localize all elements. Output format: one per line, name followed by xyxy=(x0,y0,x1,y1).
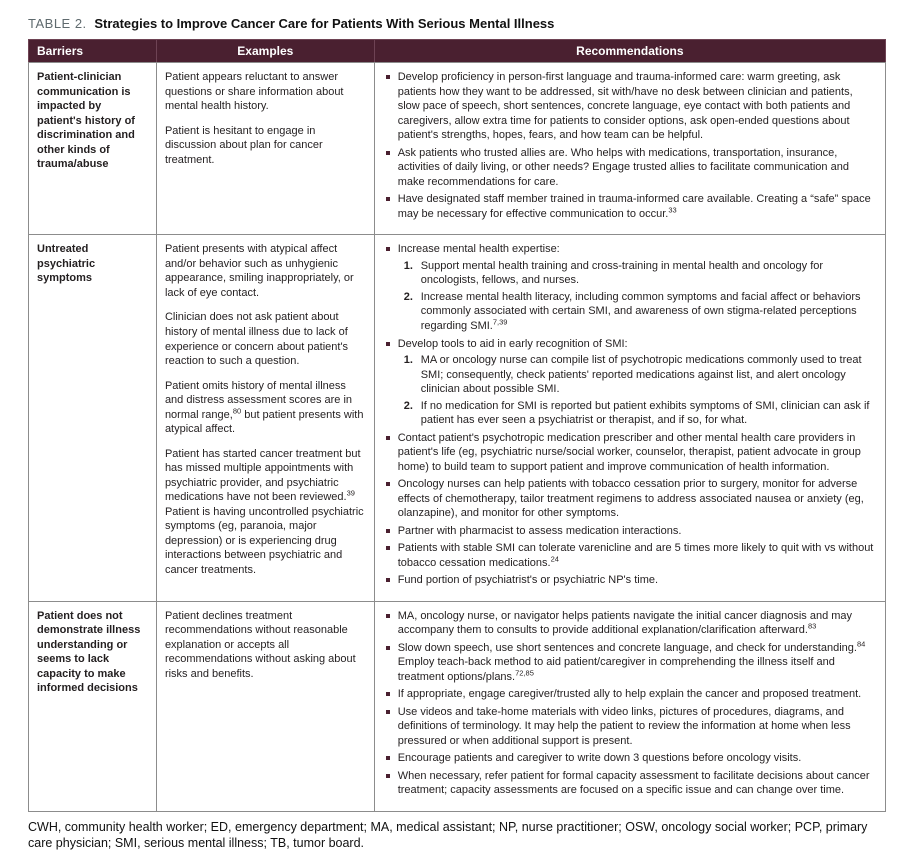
table-footnote: CWH, community health worker; ED, emergency department; MA, medical assistant; NP, nurse practitioner; OSW, oncology social worker; PCP, primary care physician; SMI, serious mental illness; TB, tumor board. xyxy=(28,819,868,851)
recommendation-item: Use videos and take-home materials with video links, pictures of procedures, diagrams, and definitions of terminology. It may help the patient to review the information at home when less pressured or when additional support is present. xyxy=(383,705,877,749)
recommendation-sublist xyxy=(398,259,877,334)
recommendation-item: Ask patients who trusted allies are. Who helps with medications, transportation, insurance, activities of daily living, or other needs? Engage trusted allies to facilitate communication and make recommendations for care. xyxy=(383,146,877,190)
reference-superscript: 80 xyxy=(232,405,242,415)
examples-cell xyxy=(156,235,374,601)
example-paragraph: Patient omits history of mental illness and distress assessment scores are in normal range,$^{80}$ but patient presents with atypical affect. xyxy=(164,379,364,436)
table-number-label: TABLE 2. xyxy=(28,16,87,31)
recommendation-list xyxy=(383,242,877,587)
recommendation-list xyxy=(383,609,877,798)
recommendation-item: Partner with pharmacist to assess medication interactions. xyxy=(383,524,877,539)
recommendation-item: Fund portion of psychiatrist's or psychiatric NP's time. xyxy=(383,573,877,588)
header-cell-recommendations: Recommendations xyxy=(374,40,885,63)
strategies-table xyxy=(28,39,886,812)
recommendation-subitem: Increase mental health literacy, including common symptoms and facial affect or behaviors commonly associated with certain SMI, and awareness of own stigma-related perceptions regarding SMI.$^{7,39}$ xyxy=(420,290,861,332)
recommendation-item: Have designated staff member trained in trauma-informed care available. Creating a “safe” space may be necessary for effective communication to occur.$^{33}$ xyxy=(383,192,877,221)
table-body xyxy=(29,63,886,812)
examples-cell xyxy=(156,63,374,235)
table-row xyxy=(29,63,886,235)
recommendation-item: Contact patient's psychotropic medication prescriber and other mental health care providers in patient's life (eg, psychiatric nurse/social worker, counselor, therapist, patient advocate in group home) to build team to support patient and improve communication of health information. xyxy=(383,431,877,475)
header-cell-barriers: Barriers xyxy=(29,40,157,63)
recommendation-sublist xyxy=(398,353,877,428)
reference-superscript: 83 xyxy=(808,621,817,631)
recommendation-item: Develop proficiency in person-first language and trauma-informed care: warm greeting, ask patients how they want to be addressed, sit with/have no desk between clinician and patients, slow pace of speech, short sentences, concrete language, eye contact with both patients and caregivers, allow extra time for patients to consider options, ask open-ended questions about patient's strengths, hopes, fears, and how team can be helpful. xyxy=(383,70,877,143)
reference-superscript: 39 xyxy=(346,488,355,498)
reference-superscript: 7,39 xyxy=(492,317,508,327)
recommendation-item: Patients with stable SMI can tolerate varenicline and are 5 times more likely to quit with vs without tobacco cessation medications.$^{24}$ xyxy=(383,541,877,570)
recommendation-item: Increase mental health expertise: Support mental health training and cross-training in mental health and oncology for oncologists, fellows, and nurses. Increase mental health literacy, including common symptoms and facial affect or behaviors commonly associated with certain SMI, and awareness of own stigma-related perceptions regarding SMI.$^{7,39}$ xyxy=(383,242,877,333)
recommendation-item: When necessary, refer patient for formal capacity assessment to facilitate decisions about cancer treatment; capacity assessments are focused on a specific issue and can change over time. xyxy=(383,769,877,798)
recommendations-cell xyxy=(374,235,885,601)
example-paragraph: Patient appears reluctant to answer questions or share information about mental health history. xyxy=(164,71,344,113)
table-row xyxy=(29,601,886,811)
example-paragraph: Clinician does not ask patient about history of mental illness due to lack of experience or concern about patient's reaction to such a question. xyxy=(164,311,349,368)
reference-superscript: 24 xyxy=(550,554,559,564)
recommendation-item: Develop tools to aid in early recognition of SMI: MA or oncology nurse can compile list of psychotropic medications commonly used to treat SMI; consequently, check patients' reported medications against list, and alert oncology clinician about possible SMI. If no medication for SMI is reported but patient exhibits symptoms of SMI, clinician can ask if patient has ever seen a psychiatrist or therapist, and if so, for what. xyxy=(383,337,877,428)
example-paragraph: Patient has started cancer treatment but has missed multiple appointments with psychiatric provider, and psychiatric medications have not been reviewed.$^{39}$ Patient is having uncontrolled psychiatric symptoms (eg, paranoia, major depression) or is experiencing drug interactions between psychiatric and cancer treatments. xyxy=(164,447,364,576)
example-paragraph: Patient is hesitant to engage in discussion about plan for cancer treatment. xyxy=(164,124,323,166)
table-caption xyxy=(28,16,886,32)
reference-superscript: 84 xyxy=(856,639,866,649)
header-cell-examples: Examples xyxy=(156,40,374,63)
reference-superscript: 72,85 xyxy=(515,668,534,678)
barrier-cell: Untreated psychiatric symptoms xyxy=(29,235,157,601)
barrier-cell: Patient-clinician communication is impacted by patient's history of discrimination and other kinds of trauma/abuse xyxy=(29,63,157,235)
recommendations-cell xyxy=(374,601,885,811)
reference-superscript: 33 xyxy=(668,205,677,215)
recommendation-subitem: MA or oncology nurse can compile list of psychotropic medications commonly used to treat SMI; consequently, check patients' reported medications against list, and alert oncology clinician about possible SMI. xyxy=(420,354,862,396)
table-header-row xyxy=(29,40,886,63)
recommendations-cell xyxy=(374,63,885,235)
recommendation-item: If appropriate, engage caregiver/trusted ally to help explain the cancer and proposed treatment. xyxy=(383,687,877,702)
table-row xyxy=(29,235,886,601)
barrier-cell: Patient does not demonstrate illness understanding or seems to lack capacity to make informed decisions xyxy=(29,601,157,811)
recommendation-item: Encourage patients and caregiver to write down 3 questions before oncology visits. xyxy=(383,751,877,766)
recommendation-subitem: Support mental health training and cross-training in mental health and oncology for oncologists, fellows, and nurses. xyxy=(420,259,824,287)
recommendation-item: MA, oncology nurse, or navigator helps patients navigate the initial cancer diagnosis and may accompany them to consults to provide additional explanation/clarification afterward.$^{83}$ xyxy=(383,609,877,638)
examples-cell xyxy=(156,601,374,811)
example-paragraph: Patient declines treatment recommendations without reasonable explanation or accepts all recommendations without asking about risks and benefits. xyxy=(164,609,356,680)
recommendation-subitem: If no medication for SMI is reported but patient exhibits symptoms of SMI, clinician can ask if patient has ever seen a psychiatrist or therapist, and if so, for what. xyxy=(420,399,870,427)
recommendation-list xyxy=(383,70,877,221)
table-title-text: Strategies to Improve Cancer Care for Patients With Serious Mental Illness xyxy=(94,16,555,31)
example-paragraph: Patient presents with atypical affect and/or behavior such as unhygienic appearance, smiling inappropriately, or lack of eye contact. xyxy=(164,243,354,299)
recommendation-item: Oncology nurses can help patients with tobacco cessation prior to surgery, monitor for adverse effects of chemotherapy, tailor treatment regimens to address associated nausea or anxiety (eg, olanzapine), and monitor for other symptoms. xyxy=(383,477,877,521)
recommendation-item: Slow down speech, use short sentences and concrete language, and check for understanding.$^{84}$ Employ teach-back method to aid patient/caregiver in comprehending the illness itself and treatment options/plans.$^{72,85}$ xyxy=(383,641,877,685)
